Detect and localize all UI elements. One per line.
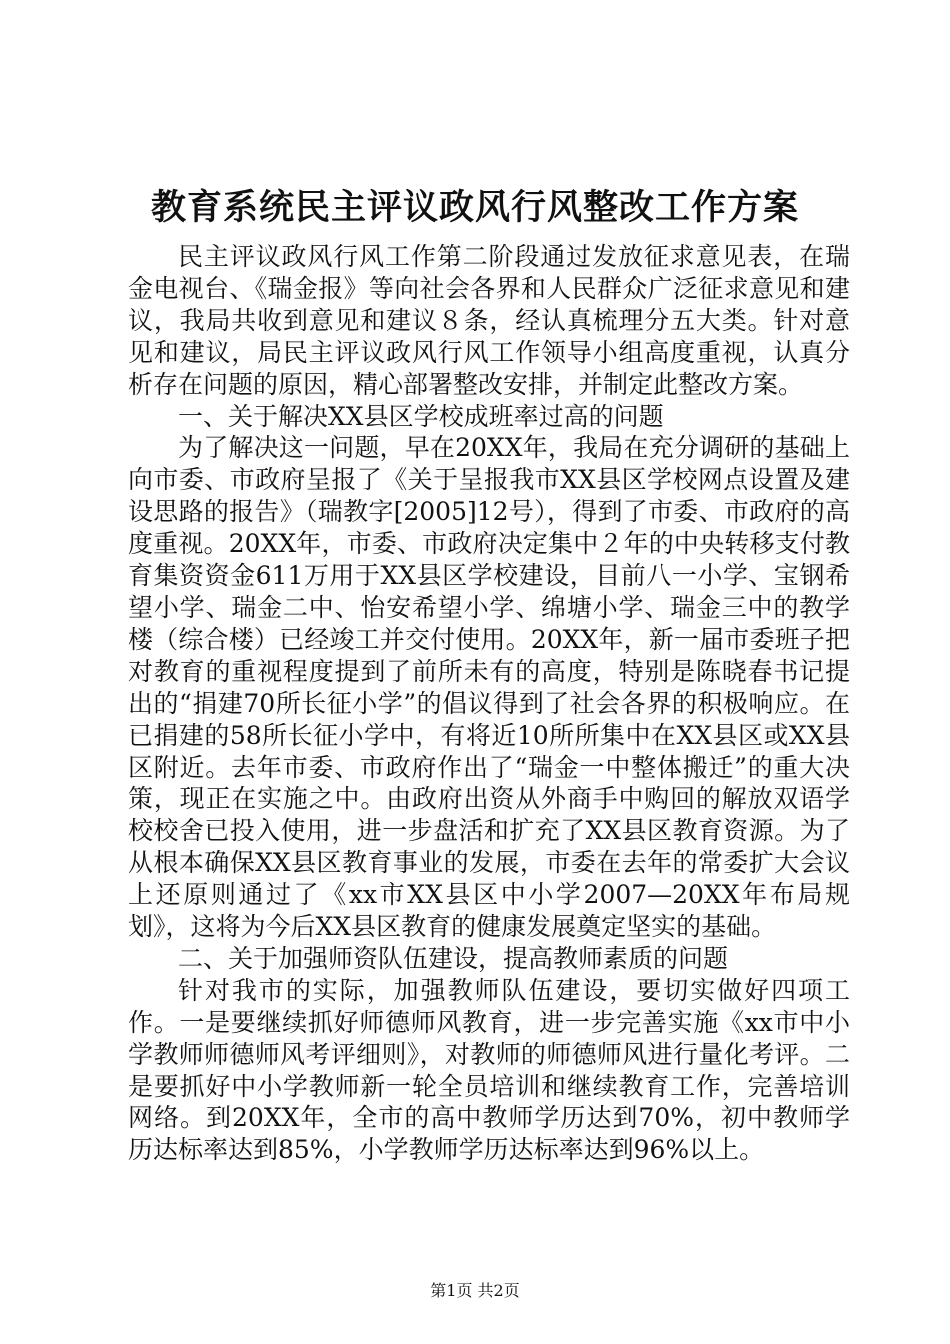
section-heading-2: 二、关于加强师资队伍建设，提高教师素质的问题 (178, 943, 729, 973)
document-body (128, 241, 850, 1166)
section-1-paragraph: 为了解决这一问题，早在20XX年，我局在充分调研的基础上向市委、市政府呈报了《关于呈报我市XX县区学校网点设置及建设思路的报告》（瑞教字[2005]12号），得到了市委、市政府的高度重视。20XX年，市委、市政府决定集中２年的中央转移支付教育集资资金611万用于XX县区学校建设，目前八一小学、宝钢希望小学、瑞金二中、怡安希望小学、绵塘小学、瑞金三中的教学楼（综合楼）已经竣工并交付使用。20XX年，新一届市委班子把对教育的重视程度提到了前所未有的高度，特别是陈晓春书记提出的“捐建70所长征小学”的倡议得到了社会各界的积极响应。在已捐建的58所长征小学中，有将近10所所集中在XX县区或XX县区附近。去年市委、市政府作出了“瑞金一中整体搬迁”的重大决策，现正在实施之中。由政府出资从外商手中购回的解放双语学校校舍已投入使用，进一步盘活和扩充了XX县区教育资源。为了从根本确保XX县区教育事业的发展，市委在去年的常委扩大会议上还原则通过了《xx市XX县区中小学2007—20XX年布局规划》，这将为今后XX县区教育的健康发展奠定坚实的基础。 (128, 433, 850, 942)
section-2-paragraph: 针对我市的实际，加强教师队伍建设，要切实做好四项工作。一是要继续抓好师德师风教育，进一步完善实施《xx市中小学教师师德师风考评细则》，对教师的师德师风进行量化考评。二是要抓好中小学教师新一轮全员培训和继续教育工作，完善培训网络。到20XX年，全市的高中教师学历达到70%，初中教师学历达标率达到85%，小学教师学历达标率达到96%以上。 (128, 975, 850, 1165)
document-title: 教育系统民主评议政风行风整改工作方案 (150, 188, 799, 228)
section-heading-1: 一、关于解决XX县区学校成班率过高的问题 (178, 401, 664, 431)
page-footer: 第1页 共2页 (430, 1281, 520, 1300)
intro-paragraph: 民主评议政风行风工作第二阶段通过发放征求意见表，在瑞金电视台、《瑞金报》等向社会各界和人民群众广泛征求意见和建议，我局共收到意见和建议８条，经认真梳理分五大类。针对意见和建议，局民主评议政风行风工作领导小组高度重视，认真分析存在问题的原因，精心部署整改安排，并制定此整改方案。 (128, 242, 850, 399)
